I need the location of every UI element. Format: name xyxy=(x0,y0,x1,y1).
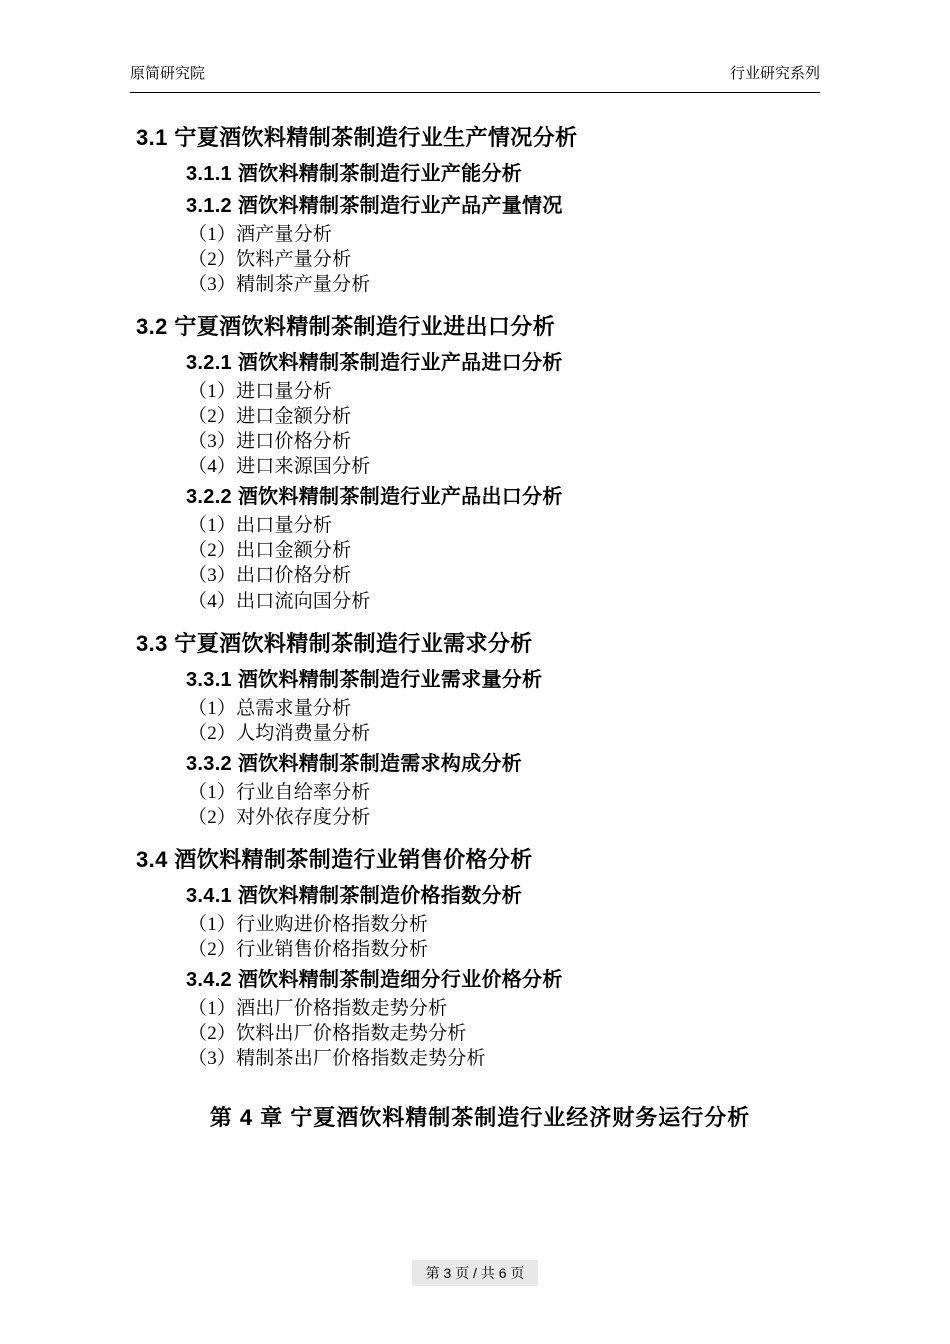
list-item: （3）精制茶产量分析 xyxy=(188,274,371,296)
list-item: （1）酒产量分析 xyxy=(188,223,333,245)
header-divider xyxy=(130,92,820,93)
section-heading: 3.3 宁夏酒饮料精制茶制造行业需求分析 xyxy=(136,630,533,656)
subsection-heading: 3.1.1 酒饮料精制茶制造行业产能分析 xyxy=(186,162,523,185)
subsection-heading: 3.2.2 酒饮料精制茶制造行业产品出口分析 xyxy=(186,486,563,509)
page-footer xyxy=(0,1260,950,1286)
subsection-heading: 3.3.1 酒饮料精制茶制造行业需求量分析 xyxy=(186,668,543,691)
list-item: （4）出口流向国分析 xyxy=(188,590,371,612)
list-item: （3）精制茶出厂价格指数走势分析 xyxy=(188,1048,486,1070)
list-item: （2）进口金额分析 xyxy=(188,406,352,428)
section-heading: 3.1 宁夏酒饮料精制茶制造行业生产情况分析 xyxy=(136,125,578,150)
list-item: （1）酒出厂价格指数走势分析 xyxy=(188,997,448,1019)
list-item: （1）出口量分析 xyxy=(188,515,333,537)
list-item: （1）总需求量分析 xyxy=(188,697,352,719)
list-item: （3）出口价格分析 xyxy=(188,565,352,587)
list-item: （3）进口价格分析 xyxy=(188,431,352,453)
page-header xyxy=(130,62,820,89)
list-item: （1）行业购进价格指数分析 xyxy=(188,913,429,935)
list-item: （2）出口金额分析 xyxy=(188,540,352,562)
header-right-text: 行业研究系列 xyxy=(729,65,820,82)
subsection-heading: 3.1.2 酒饮料精制茶制造行业产品产量情况 xyxy=(186,194,563,217)
document-body xyxy=(130,122,830,1132)
list-item: （1）行业自给率分析 xyxy=(188,781,371,803)
section-heading: 3.4 酒饮料精制茶制造行业销售价格分析 xyxy=(136,846,533,872)
section-heading: 3.2 宁夏酒饮料精制茶制造行业进出口分析 xyxy=(136,314,556,340)
list-item: （2）人均消费量分析 xyxy=(188,722,371,744)
list-item: （2）对外依存度分析 xyxy=(188,806,371,828)
list-item: （4）进口来源国分析 xyxy=(188,456,371,478)
page-number-label: 第 3 页 / 共 6 页 xyxy=(412,1260,539,1286)
list-item: （2）行业销售价格指数分析 xyxy=(188,938,429,960)
chapter-heading: 第 4 章 宁夏酒饮料精制茶制造行业经济财务运行分析 xyxy=(209,1105,751,1131)
subsection-heading: 3.4.2 酒饮料精制茶制造细分行业价格分析 xyxy=(186,968,563,991)
list-item: （1）进口量分析 xyxy=(188,381,333,403)
subsection-heading: 3.3.2 酒饮料精制茶制造需求构成分析 xyxy=(186,752,523,775)
subsection-heading: 3.4.1 酒饮料精制茶制造价格指数分析 xyxy=(186,884,523,907)
subsection-heading: 3.2.1 酒饮料精制茶制造行业产品进口分析 xyxy=(186,352,563,375)
list-item: （2）饮料产量分析 xyxy=(188,248,352,270)
header-left-text: 原简研究院 xyxy=(130,65,206,82)
list-item: （2）饮料出厂价格指数走势分析 xyxy=(188,1022,467,1044)
